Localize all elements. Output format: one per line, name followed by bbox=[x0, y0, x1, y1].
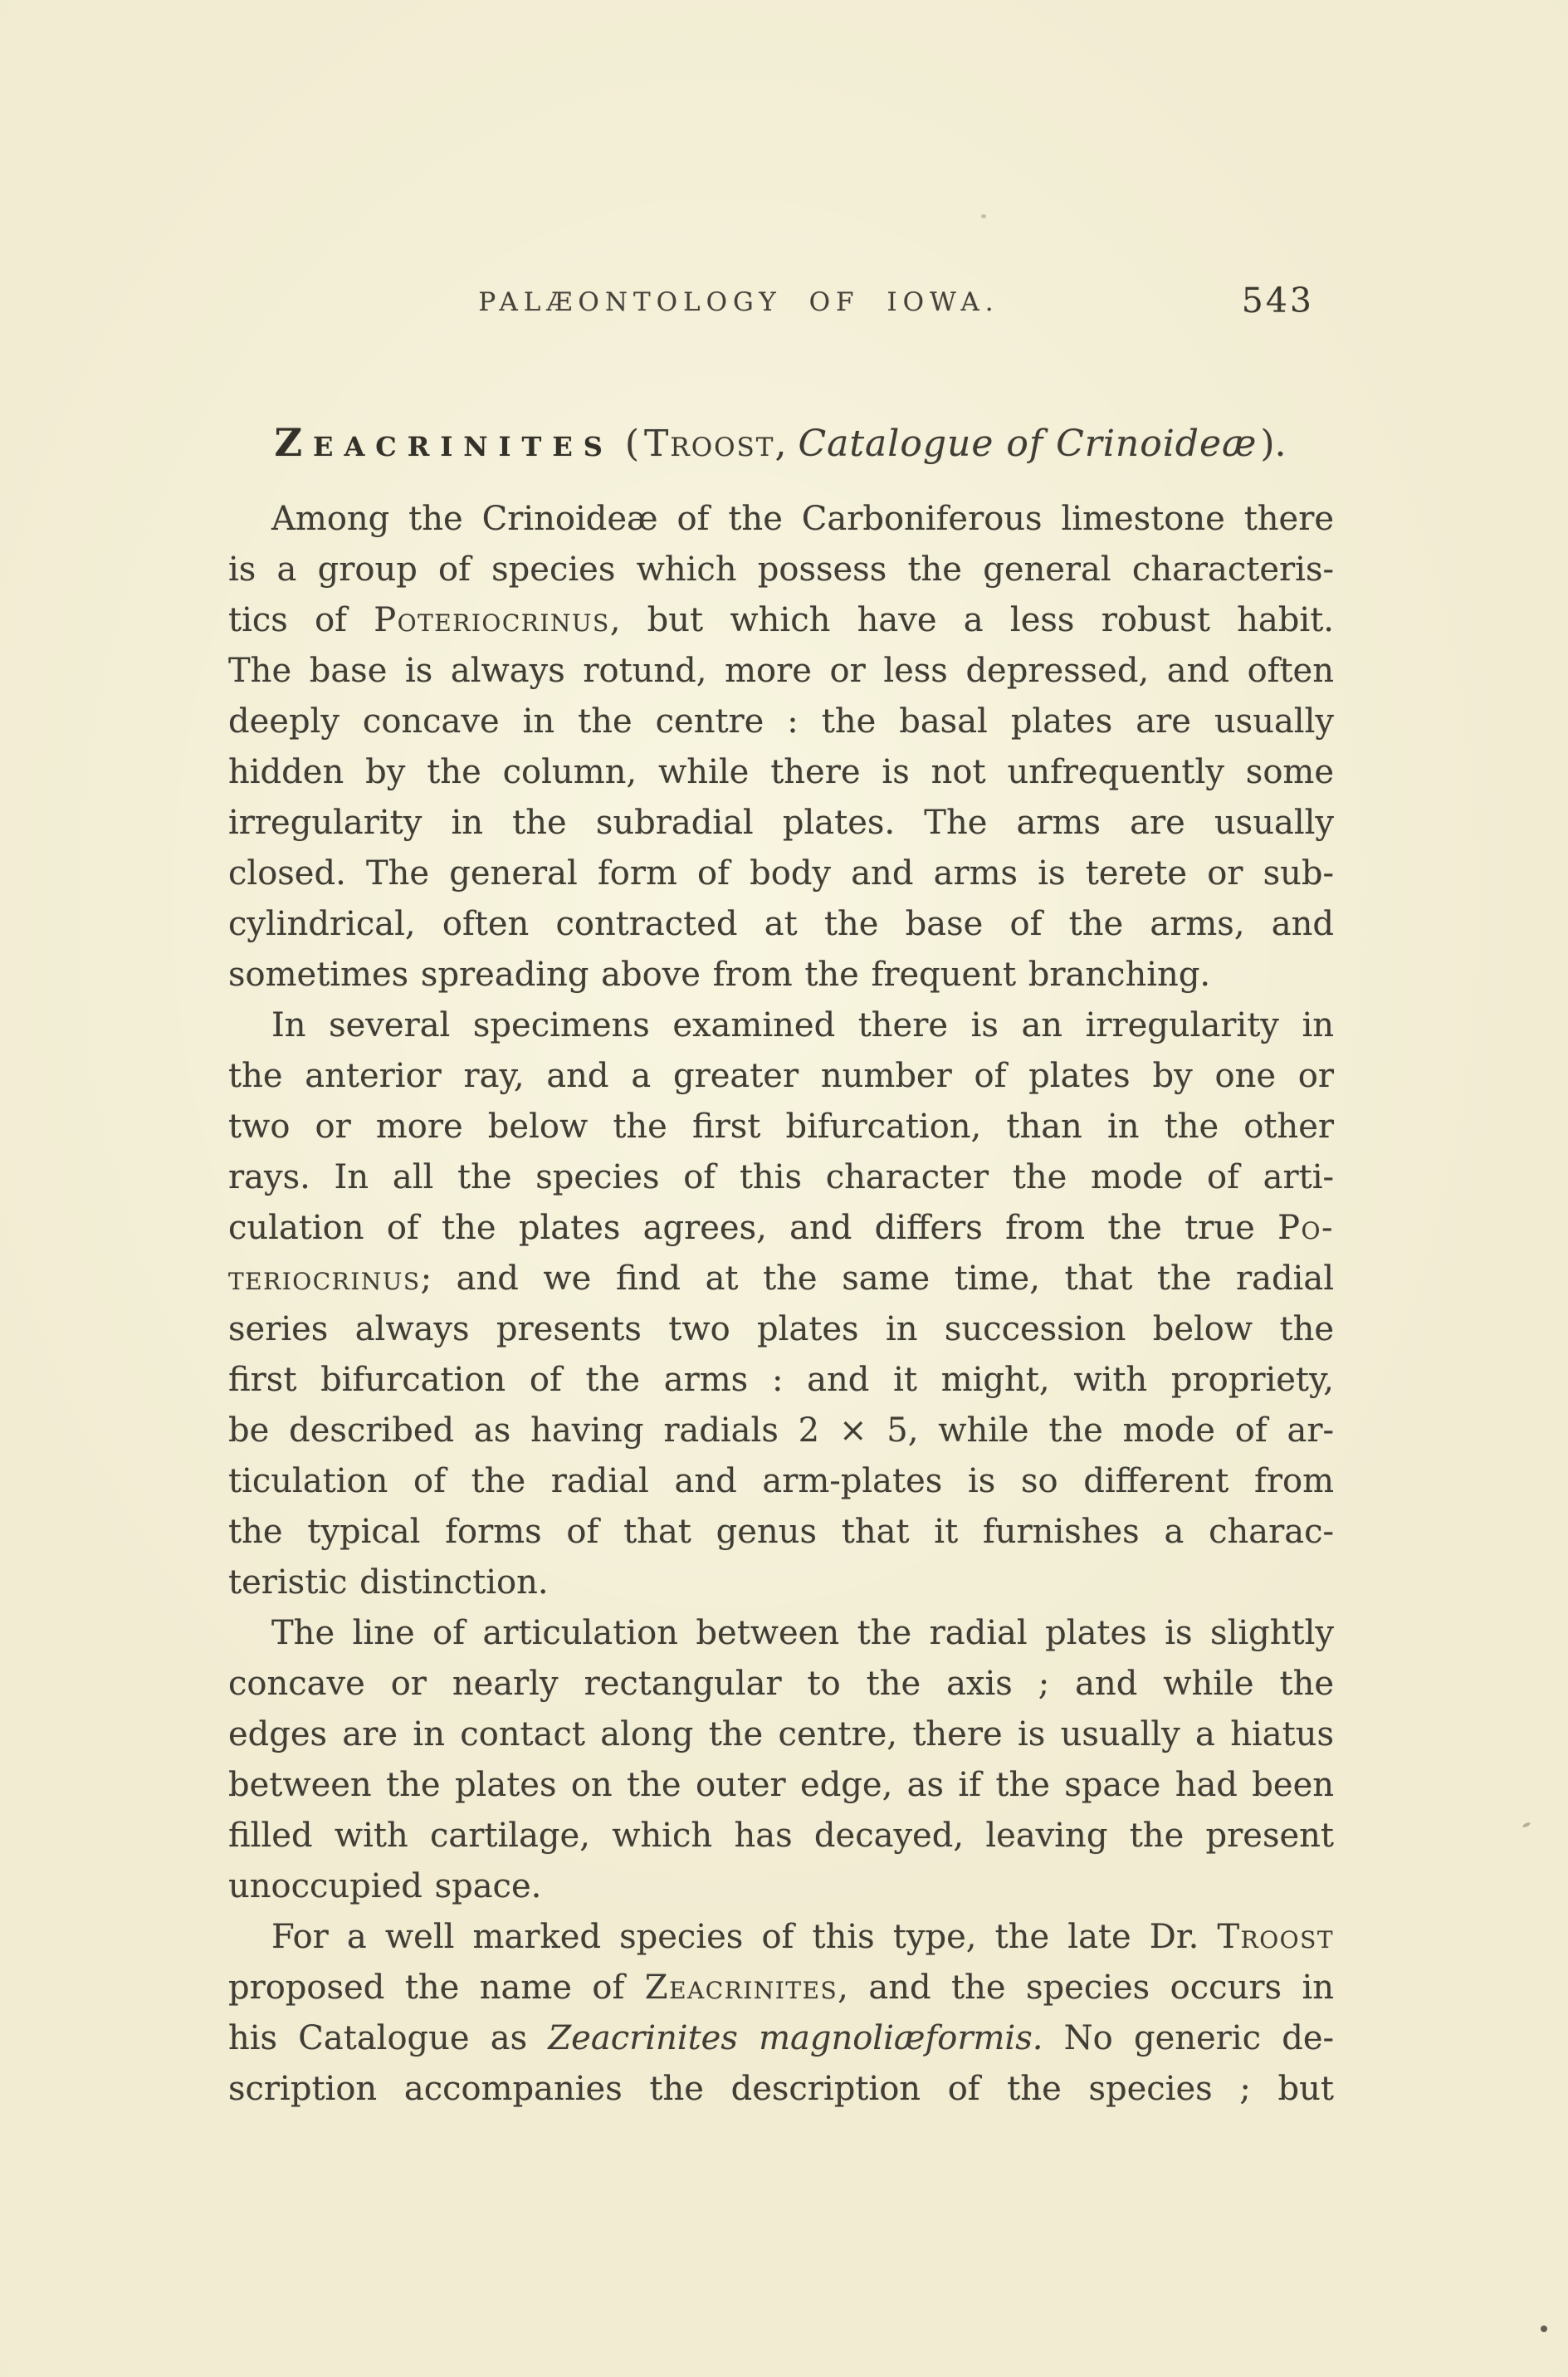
body-text bbox=[228, 494, 1334, 2115]
text-line bbox=[228, 1152, 1334, 1203]
text-line bbox=[228, 1760, 1334, 1811]
text-run: No generic de- bbox=[1043, 2019, 1334, 2057]
text-run: Zeacrinites bbox=[644, 1969, 838, 2007]
text-line bbox=[228, 1304, 1334, 1355]
section-heading bbox=[228, 420, 1332, 465]
ink-speck bbox=[981, 214, 986, 218]
text-run: his Catalogue as bbox=[228, 2019, 549, 2057]
text-run: scription accompanies the description of the species ; but bbox=[228, 2070, 1334, 2108]
text-run: the anterior ray, and a greater number of plates by one or bbox=[228, 1057, 1334, 1095]
text-run: series always presents two plates in succession below the bbox=[228, 1310, 1334, 1348]
text-run: The base is always rotund, more or less depressed, and often bbox=[228, 652, 1334, 690]
text-line bbox=[228, 2064, 1334, 2115]
text-run: rays. In all the species of this character the mode of arti- bbox=[228, 1158, 1334, 1196]
text-line bbox=[228, 1912, 1334, 1963]
heading-paren-close: ). bbox=[1260, 423, 1287, 465]
text-line bbox=[228, 697, 1334, 747]
text-run: Poteriocrinus bbox=[374, 601, 610, 639]
heading-work-title: Catalogue of Crinoideæ bbox=[798, 423, 1258, 465]
text-line bbox=[228, 1051, 1334, 1102]
text-run: proposed the name of bbox=[228, 1969, 645, 2007]
text-run: concave or nearly rectangular to the axis ; and while the bbox=[228, 1665, 1334, 1703]
text-run: unoccupied space. bbox=[228, 1867, 542, 1905]
text-line bbox=[228, 747, 1334, 798]
text-run: be described as having radials 2 × 5, while the mode of ar- bbox=[228, 1411, 1334, 1450]
text-line bbox=[228, 1406, 1334, 1456]
text-line bbox=[228, 1254, 1334, 1304]
text-line bbox=[228, 849, 1334, 899]
paragraph bbox=[228, 1000, 1334, 1608]
text-run: culation of the plates agrees, and differs from the true bbox=[228, 1209, 1278, 1247]
text-run: The line of articulation between the radial plates is slightly bbox=[271, 1614, 1334, 1652]
text-run: the typical forms of that genus that it furnishes a charac- bbox=[228, 1513, 1334, 1551]
text-line bbox=[228, 595, 1334, 646]
text-line bbox=[228, 494, 1334, 545]
paragraph bbox=[228, 1912, 1334, 2115]
heading-separator: , bbox=[774, 423, 787, 465]
text-line bbox=[228, 545, 1334, 595]
text-line bbox=[228, 899, 1334, 950]
text-run: cylindrical, often contracted at the base of the arms, and bbox=[228, 905, 1334, 943]
text-line bbox=[228, 1203, 1334, 1254]
text-line bbox=[228, 950, 1334, 1000]
text-run: Zeacrinites magnoliæformis. bbox=[548, 2019, 1043, 2057]
text-run: tics of bbox=[228, 601, 374, 639]
text-run: irregularity in the subradial plates. The arms are usually bbox=[228, 804, 1334, 842]
text-line bbox=[228, 1558, 1334, 1608]
text-line bbox=[228, 1507, 1334, 1558]
text-run: , and the species occurs in bbox=[838, 1969, 1335, 2007]
text-line bbox=[228, 1811, 1334, 1861]
text-run: teriocrinus bbox=[228, 1259, 421, 1298]
text-line bbox=[228, 1608, 1334, 1659]
genus-name: Zeacrinites bbox=[274, 420, 613, 465]
text-line bbox=[228, 1102, 1334, 1152]
text-line bbox=[228, 1861, 1334, 1912]
text-run: edges are in contact along the centre, there is usually a hiatus bbox=[228, 1715, 1334, 1753]
text-line bbox=[228, 1963, 1334, 2013]
text-line bbox=[228, 646, 1334, 697]
text-run: first bifurcation of the arms : and it might, with propriety, bbox=[228, 1361, 1334, 1399]
text-run: filled with cartilage, which has decayed, leaving the present bbox=[228, 1817, 1334, 1855]
page-number: 543 bbox=[1241, 281, 1314, 320]
running-head-row bbox=[228, 281, 1332, 330]
heading-paren-open: ( bbox=[624, 423, 640, 465]
ink-speck bbox=[1541, 2326, 1547, 2332]
text-run: ticulation of the radial and arm-plates is so different from bbox=[228, 1462, 1334, 1500]
text-run: between the plates on the outer edge, as if the space had been bbox=[228, 1766, 1334, 1804]
text-line bbox=[228, 1000, 1334, 1051]
paragraph bbox=[228, 494, 1334, 1000]
text-run: is a group of species which possess the general characteris- bbox=[228, 550, 1334, 589]
text-run: hidden by the column, while there is not unfrequently some bbox=[228, 753, 1334, 791]
text-line bbox=[228, 1709, 1334, 1760]
ink-speck bbox=[1522, 1822, 1531, 1828]
text-line bbox=[228, 1456, 1334, 1507]
text-run: closed. The general form of body and arms is terete or sub- bbox=[228, 854, 1334, 893]
heading-authority: Troost bbox=[644, 423, 775, 465]
text-run: deeply concave in the centre : the basal plates are usually bbox=[228, 702, 1334, 741]
text-run: For a well marked species of this type, the late Dr. bbox=[271, 1918, 1218, 1956]
text-line bbox=[228, 2013, 1334, 2064]
text-line bbox=[228, 798, 1334, 849]
text-line bbox=[228, 1659, 1334, 1709]
text-run: Po- bbox=[1277, 1209, 1334, 1247]
text-line bbox=[228, 1355, 1334, 1406]
text-run: two or more below the first bifurcation, than in the other bbox=[228, 1108, 1334, 1146]
text-run: teristic distinction. bbox=[228, 1563, 549, 1602]
text-run: sometimes spreading above from the frequent branching. bbox=[228, 956, 1211, 994]
text-run: Troost bbox=[1217, 1918, 1334, 1956]
text-run: , but which have a less robust habit. bbox=[609, 601, 1334, 639]
text-run: In several specimens examined there is an irregularity in bbox=[271, 1006, 1334, 1044]
running-head-title: PALÆONTOLOGY OF IOWA. bbox=[478, 287, 999, 317]
paragraph bbox=[228, 1608, 1334, 1912]
text-run: ; and we find at the same time, that the radial bbox=[420, 1259, 1334, 1298]
text-run: Among the Crinoideæ of the Carboniferous limestone there bbox=[271, 500, 1334, 538]
